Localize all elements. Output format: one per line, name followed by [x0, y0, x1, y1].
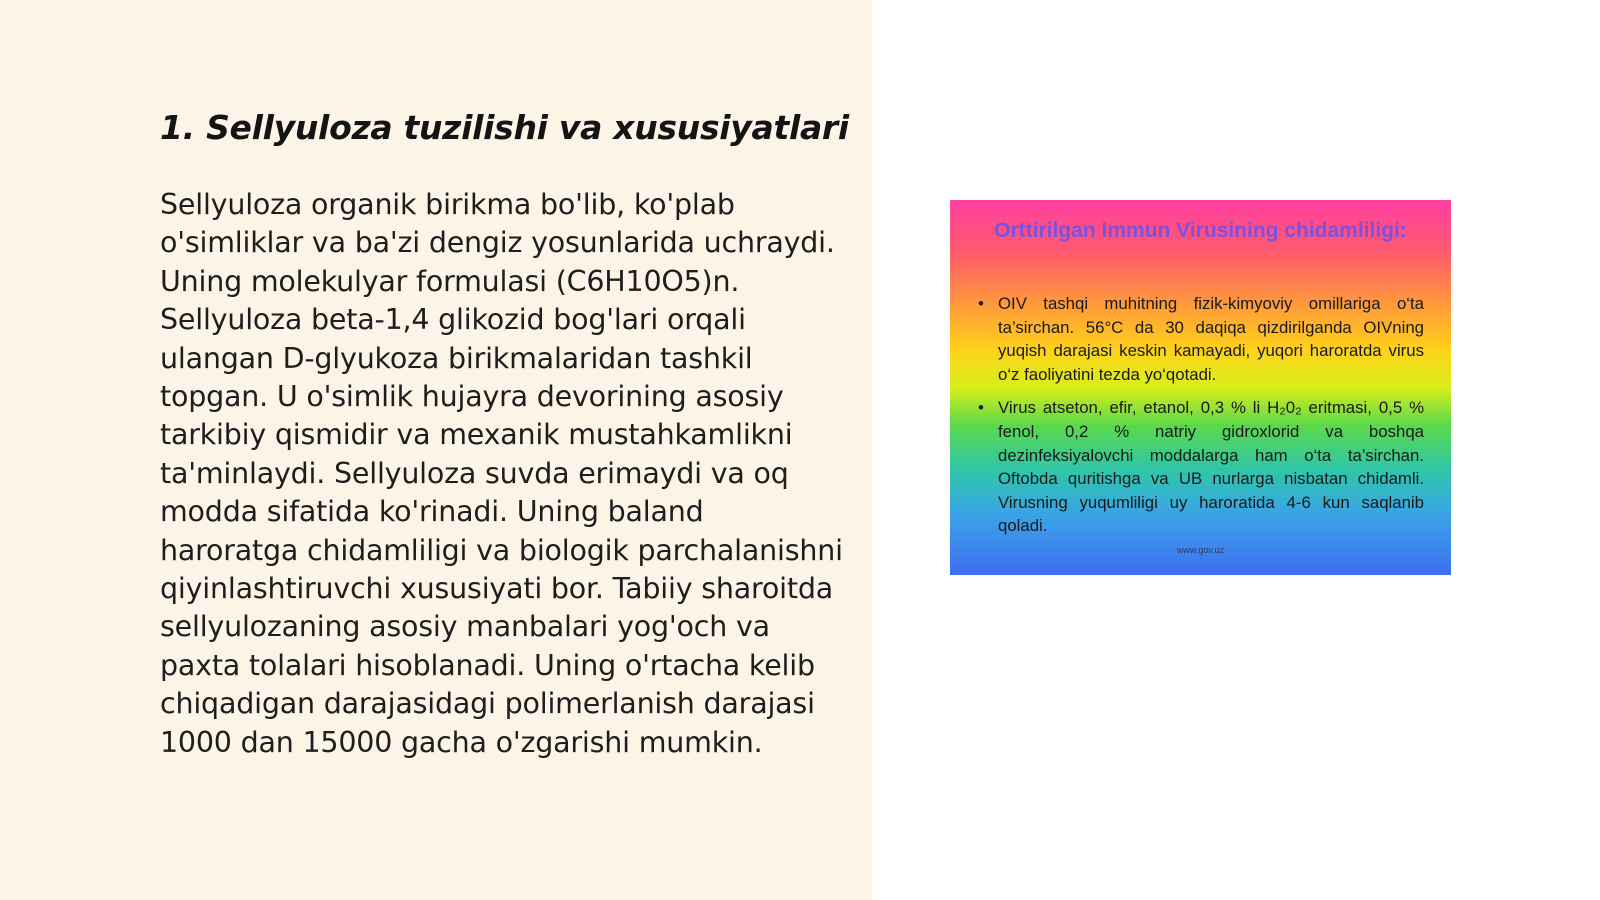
embedded-slide-image: [950, 200, 1451, 575]
body-text: Sellyuloza organik birikma bo'lib, ko'plab o'simliklar va ba'zi dengiz yosunlarida uchraydi. Uning molekulyar formulasi (C6H10O5)n. Sellyuloza beta-1,4 glikozid bog'lari orqali ulangan D-glyukoza birikmalaridan tashkil topgan. U o'simlik hujayra devorining asosiy tarkibiy qismidir va mexanik mustahkamlikni ta'minlaydi. Sellyuloza suvda erimaydi va oq modda sifatida ko'rinadi. Uning baland haroratga chidamliligi va biologik parchalanishni qiyinlashtiruvchi xususiyati bor. Tabiiy sharoitda sellyulozaning asosiy manbalari yog'och va paxta tolalari hisoblanadi. Uning o'rtacha kelib chiqadigan darajasidagi polimerlanish darajasi 1000 dan 15000 gacha o'zgarishi mumkin.: [160, 188, 843, 759]
image-footer: www.gov.uz: [1176, 545, 1225, 555]
image-bullet-text: Virus atseton, efir, etanol, 0,3 % li H₂0₂ eritmasi, 0,5 % fenol, 0,2 % natriy gidroxlorid va boshqa dezinfeksiyalovchi moddalarga ham o‘ta ta’sirchan. Oftobda quritishga va UB nurlarga nisbatan chidamli. Virusning yuqumliligi uy haroratida 4-6 kun saqlanib qoladi.: [998, 398, 1424, 536]
bullet-icon: •: [978, 398, 984, 418]
image-bullet-list: [978, 292, 1424, 548]
bullet-icon: •: [978, 294, 984, 313]
image-title: Orttirilgan Immun Virusining chidamliligi:: [994, 219, 1407, 242]
slide-title: 1. Sellyuloza tuzilishi va xususiyatlari: [160, 108, 849, 147]
image-bullet-item: [978, 292, 1424, 386]
image-bullet-item: [978, 396, 1424, 538]
image-bullet-text: OIV tashqi muhitning fizik-kimyoviy omillariga o‘ta ta’sirchan. 56°C da 30 daqiqa qizdirilganda OIVning yuqish darajasi keskin kamayadi, yuqori haroratda virus o‘z faoliyatini tezda yo‘qotadi.: [998, 294, 1424, 384]
